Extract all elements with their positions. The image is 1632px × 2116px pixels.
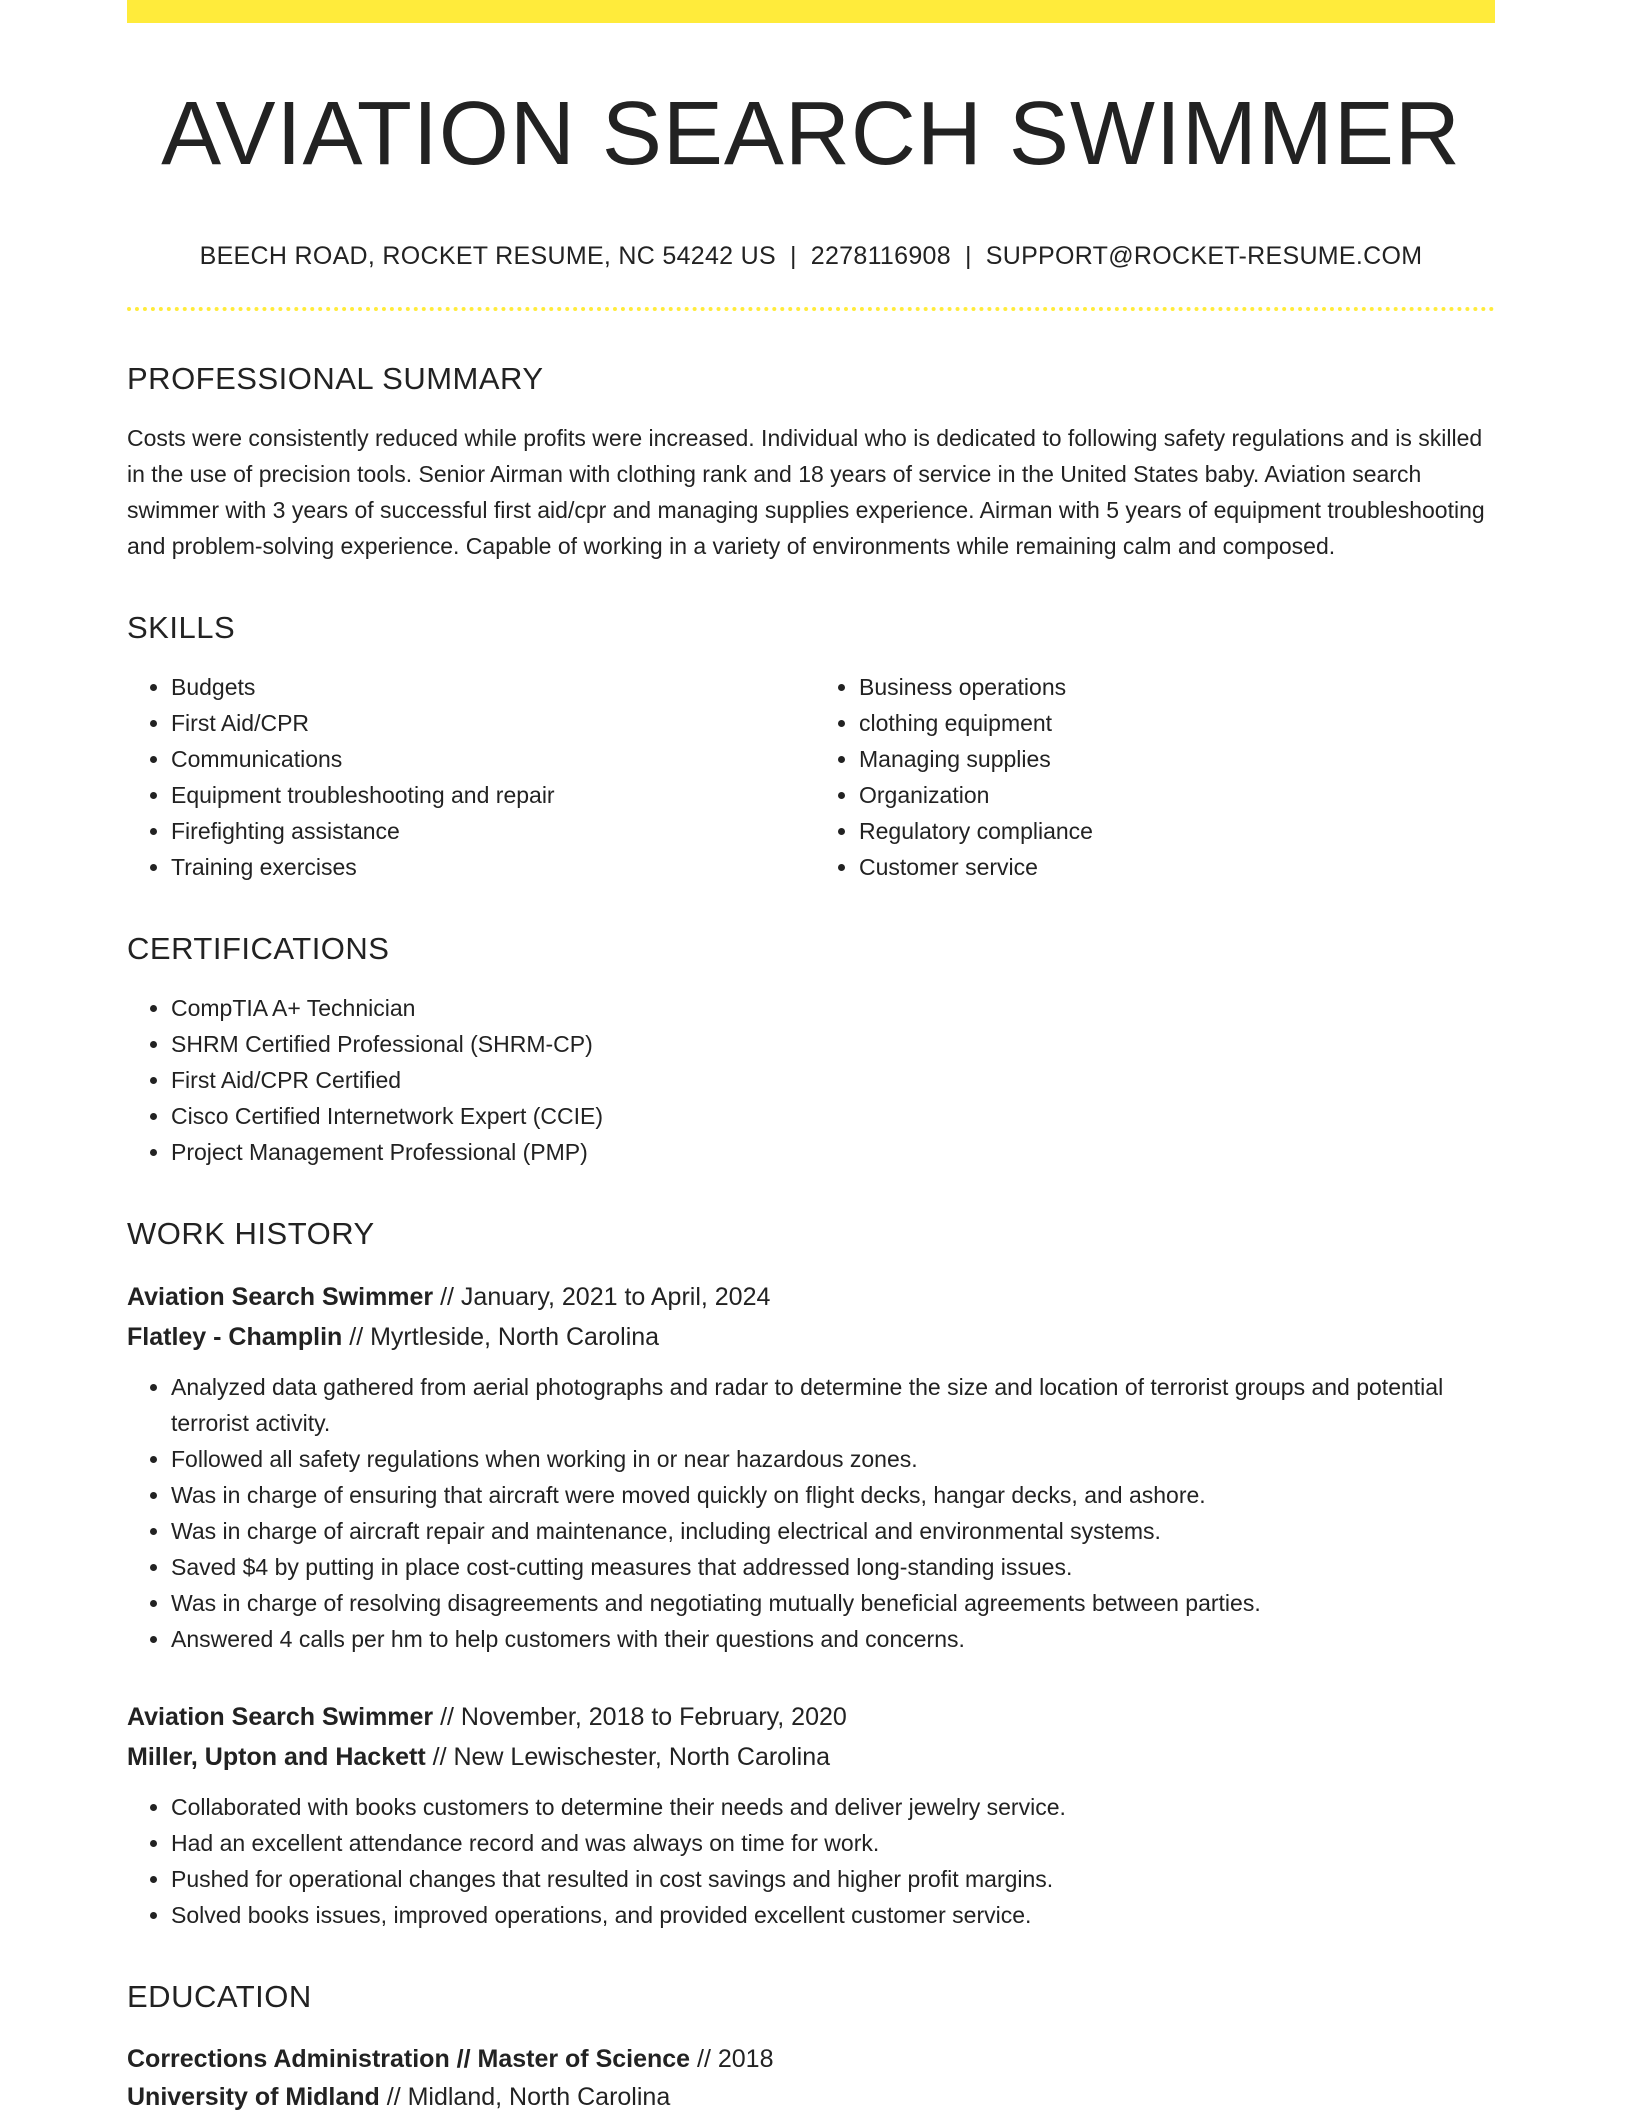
skill-item: • Equipment troubleshooting and repair xyxy=(171,777,811,813)
skills-left-list xyxy=(127,669,811,885)
job-bullet: • Had an excellent attendance record and was always on time for work. xyxy=(171,1825,1495,1861)
skill-item: • Customer service xyxy=(859,849,1495,885)
candidate-name: AVIATION SEARCH SWIMMER xyxy=(161,84,1461,184)
job-title: Aviation Search Swimmer xyxy=(127,1703,434,1731)
contact-line xyxy=(127,242,1495,271)
job-company: Flatley - Champlin xyxy=(127,1323,343,1351)
summary-text: Costs were consistently reduced while profits were increased. Individual who is dedicated to following safety regulations and is skilled in the use of precision tools. Senior Airman with clothing rank and 18 years of service in the United States baby. Aviation search swimmer with 3 years of successful first aid/cpr and managing supplies experience. Airman with 5 years of equipment troubleshooting and problem-solving experience. Capable of working in a variety of environments while remaining calm and composed. xyxy=(127,425,1485,559)
school-line xyxy=(127,2078,1495,2116)
certifications-section xyxy=(127,933,1495,1170)
summary-heading: PROFESSIONAL SUMMARY xyxy=(127,361,544,396)
job-bullet: • Pushed for operational changes that resulted in cost savings and higher profit margins. xyxy=(171,1861,1495,1897)
education-heading: EDUCATION xyxy=(127,1979,312,2014)
job-bullets xyxy=(127,1369,1495,1657)
top-accent-bar xyxy=(127,0,1495,23)
job-title: Aviation Search Swimmer xyxy=(127,1283,434,1311)
job-bullet: • Solved books issues, improved operations, and provided excellent customer service. xyxy=(171,1897,1495,1933)
job-location: // Myrtleside, North Carolina xyxy=(342,1323,660,1351)
resume-page xyxy=(127,0,1495,2116)
certification-item: • CompTIA A+ Technician xyxy=(171,990,1495,1026)
certifications-heading: CERTIFICATIONS xyxy=(127,931,390,966)
skill-item: • Organization xyxy=(859,777,1495,813)
skill-item: • Firefighting assistance xyxy=(171,813,811,849)
job-bullet: • Was in charge of resolving disagreements and negotiating mutually beneficial agreements between parties. xyxy=(171,1585,1495,1621)
job-location: // New Lewischester, North Carolina xyxy=(425,1743,831,1771)
job-company-line xyxy=(127,1317,1495,1357)
job-entry xyxy=(127,1277,1495,1657)
contact-separator: | xyxy=(789,242,797,270)
skill-item: • Business operations xyxy=(859,669,1495,705)
skill-item: • Training exercises xyxy=(171,849,811,885)
skills-section xyxy=(127,612,1495,885)
job-title-line xyxy=(127,1277,1495,1317)
job-company-line xyxy=(127,1737,1495,1777)
skills-grid xyxy=(127,669,1495,885)
job-bullet: • Answered 4 calls per hm to help customers with their questions and concerns. xyxy=(171,1621,1495,1657)
job-bullet: • Saved $4 by putting in place cost-cutting measures that addressed long-standing issues. xyxy=(171,1549,1495,1585)
email: SUPPORT@ROCKET-RESUME.COM xyxy=(985,242,1423,270)
job-dates: // January, 2021 to April, 2024 xyxy=(433,1283,771,1311)
work-history-heading: WORK HISTORY xyxy=(127,1216,375,1251)
education-section xyxy=(127,1981,1495,2116)
school-location: // Midland, North Carolina xyxy=(379,2083,671,2111)
certification-item: • Project Management Professional (PMP) xyxy=(171,1134,1495,1170)
education-entry xyxy=(127,2040,1495,2116)
contact-separator: | xyxy=(964,242,972,270)
skills-right-list xyxy=(811,669,1495,885)
certifications-list xyxy=(127,990,1495,1170)
skill-item: • Budgets xyxy=(171,669,811,705)
job-bullet: • Was in charge of aircraft repair and maintenance, including electrical and environmental systems. xyxy=(171,1513,1495,1549)
job-dates: // November, 2018 to February, 2020 xyxy=(433,1703,847,1731)
work-history-section xyxy=(127,1218,1495,1933)
certification-item: • Cisco Certified Internetwork Expert (CCIE) xyxy=(171,1098,1495,1134)
dotted-divider xyxy=(127,307,1495,311)
degree: Corrections Administration // Master of Science xyxy=(127,2045,691,2073)
address: BEECH ROAD, ROCKET RESUME, NC 54242 US xyxy=(199,242,776,270)
job-bullet: • Was in charge of ensuring that aircraft were moved quickly on flight decks, hangar decks, and ashore. xyxy=(171,1477,1495,1513)
skill-item: • Communications xyxy=(171,741,811,777)
certification-item: • SHRM Certified Professional (SHRM-CP) xyxy=(171,1026,1495,1062)
certification-item: • First Aid/CPR Certified xyxy=(171,1062,1495,1098)
job-entry xyxy=(127,1697,1495,1933)
skills-heading: SKILLS xyxy=(127,610,236,645)
job-title-line xyxy=(127,1697,1495,1737)
degree-line xyxy=(127,2040,1495,2078)
skill-item: • Regulatory compliance xyxy=(859,813,1495,849)
skill-item: • First Aid/CPR xyxy=(171,705,811,741)
job-bullet: • Collaborated with books customers to determine their needs and deliver jewelry service. xyxy=(171,1789,1495,1825)
skill-item: • Managing supplies xyxy=(859,741,1495,777)
school-name: University of Midland xyxy=(127,2083,380,2111)
graduation-year: // 2018 xyxy=(690,2045,774,2073)
job-bullet: • Analyzed data gathered from aerial photographs and radar to determine the size and location of terrorist groups and potential terrorist activity. xyxy=(171,1369,1495,1441)
summary-section xyxy=(127,363,1495,564)
phone: 2278116908 xyxy=(810,242,951,270)
job-bullet: • Followed all safety regulations when working in or near hazardous zones. xyxy=(171,1441,1495,1477)
job-company: Miller, Upton and Hackett xyxy=(127,1743,426,1771)
skill-item: • clothing equipment xyxy=(859,705,1495,741)
job-bullets xyxy=(127,1789,1495,1933)
